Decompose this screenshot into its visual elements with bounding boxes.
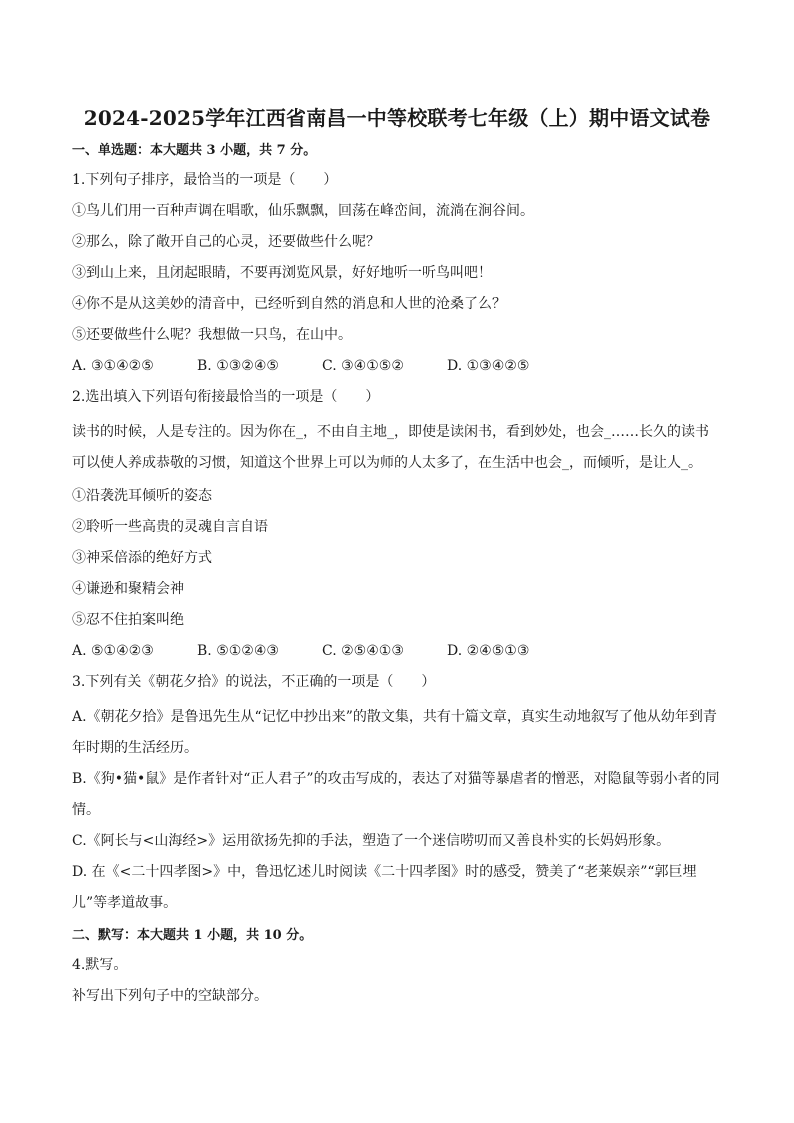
question-1 <box>72 169 722 377</box>
exam-title: 2024-2025学年江西省南昌一中等校联考七年级（上）期中语文试卷 <box>83 106 711 130</box>
question-1-item: ①鸟儿们用一百种声调在唱歌，仙乐飘飘，回荡在峰峦间，流淌在涧谷间。 <box>72 203 534 219</box>
question-4-instruction: 补写出下列句子中的空缺部分。 <box>72 988 268 1004</box>
question-3-option-b[interactable]: B.《狗•猫•鼠》是作者针对“正人君子”的攻击写成的，表达了对猫等暴虐者的憎恶，对隐鼠等弱小者的同情。 <box>72 771 720 818</box>
question-1-stem: 1.下列句子排序，最恰当的一项是（ ） <box>72 172 338 188</box>
question-1-item: ③到山上来，且闭起眼睛，不要再浏览风景，好好地听一听鸟叫吧！ <box>72 265 492 281</box>
question-2-item: ②聆听一些高贵的灵魂自言自语 <box>72 519 268 535</box>
choice-d[interactable]: D. ①③④②⑤ <box>447 358 530 374</box>
choice-a[interactable]: A. ⑤①④②③ <box>72 643 154 659</box>
section-1-heading: 一、单选题：本大题共 3 小题，共 7 分。 <box>72 143 317 158</box>
choice-b[interactable]: B. ①③②④⑤ <box>197 358 279 374</box>
section-2-heading: 二、默写：本大题共 1 小题，共 10 分。 <box>72 928 313 943</box>
question-2-item: ④谦逊和聚精会神 <box>72 581 184 597</box>
question-1-item: ④你不是从这美妙的清音中，已经听到自然的消息和人世的沧桑了么？ <box>72 296 506 312</box>
choice-d[interactable]: D. ②④⑤①③ <box>447 643 530 659</box>
question-2-item: ①沿袭洗耳倾听的姿态 <box>72 488 212 504</box>
question-2-choices <box>72 640 722 662</box>
question-2-item: ⑤忍不住拍案叫绝 <box>72 612 184 628</box>
question-4-stem: 4.默写。 <box>72 957 128 973</box>
question-3-stem: 3.下列有关《朝花夕拾》的说法，不正确的一项是（ ） <box>72 674 436 690</box>
question-3 <box>72 671 722 919</box>
question-2 <box>72 386 722 662</box>
choice-a[interactable]: A. ③①④②⑤ <box>72 358 154 374</box>
question-2-passage: 读书的时候，人是专注的。因为你在_，不由自主地_，即使是读闲书，看到妙处，也会_……长久的读书可以使人养成恭敬的习惯，知道这个世界上可以为师的人太多了，在生活中也会_，而倾听，是让人_。 <box>72 424 709 471</box>
question-1-item: ②那么，除了敞开自己的心灵，还要做些什么呢？ <box>72 234 380 250</box>
question-3-option-a[interactable]: A.《朝花夕拾》是鲁迅先生从“记忆中抄出来”的散文集，共有十篇文章，真实生动地叙写了他从幼年到青年时期的生活经历。 <box>72 709 717 756</box>
question-3-option-d[interactable]: D. 在《<二十四孝图>》中，鲁迅忆述儿时阅读《二十四孝图》时的感受，赞美了“老莱娱亲”“郭巨埋儿”等孝道故事。 <box>72 864 697 911</box>
question-1-choices <box>72 355 722 377</box>
question-2-item: ③神采倍添的绝好方式 <box>72 550 212 566</box>
choice-c[interactable]: C. ③④①⑤② <box>322 358 404 374</box>
question-4 <box>72 954 722 1007</box>
question-1-item: ⑤还要做些什么呢？我想做一只鸟，在山中。 <box>72 327 352 343</box>
choice-c[interactable]: C. ②⑤④①③ <box>322 643 404 659</box>
choice-b[interactable]: B. ⑤①②④③ <box>197 643 279 659</box>
question-2-stem: 2.选出填入下列语句衔接最恰当的一项是（ ） <box>72 389 380 405</box>
question-3-option-c[interactable]: C.《阿长与<山海经>》运用欲扬先抑的手法，塑造了一个迷信唠叨而又善良朴实的长妈妈形象。 <box>72 833 671 849</box>
